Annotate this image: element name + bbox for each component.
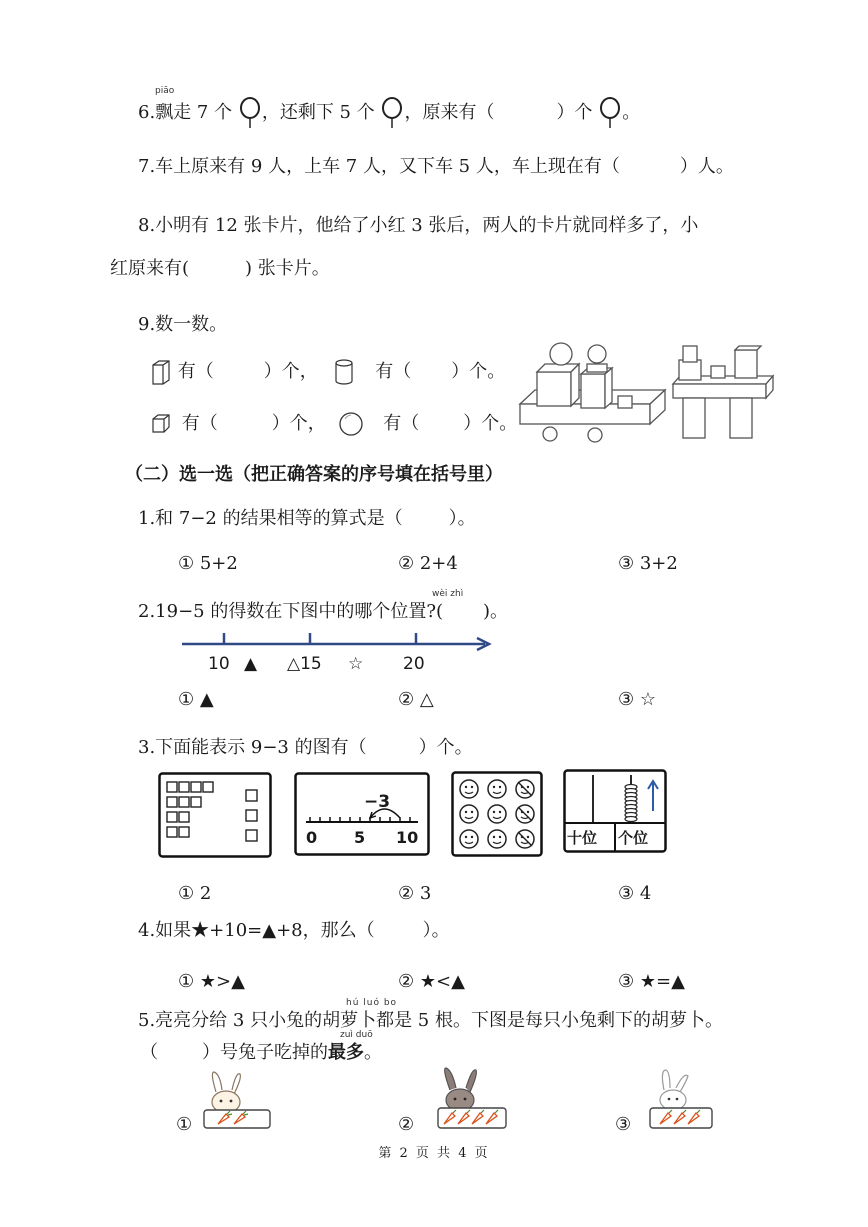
q4-option-3[interactable]: ③ ★=▲ [618,971,685,992]
minus-three-label: −3 [364,792,391,812]
ones-place-label: 个位 [618,829,649,847]
q3-option-1[interactable]: ① 2 [178,883,212,904]
cylinder-icon [333,358,355,386]
q3-option-2[interactable]: ② 3 [398,883,432,904]
number-line-label-15: △15 [287,654,322,674]
question-9-row1: 有（ ）个， 有（ ）个。 [150,358,505,386]
tick-label-10: 10 [396,828,419,847]
rabbit-3-with-carrots [646,1066,716,1132]
tens-place-label: 十位 [567,829,598,847]
pinyin-huluobo: hú luó bo [346,998,398,1008]
question-6: 6.飘走 7 个 ，还剩下 5 个 ，原来有（ ）个 。 [138,97,640,129]
question-9-title: 9.数一数。 [138,314,228,335]
pinyin-zuiduo: zuì duō [340,1030,373,1040]
choice-question-5-line1: 5.亮亮分给 3 只小兔的胡萝卜都是 5 根。下图是每只小兔剩下的胡萝卜。 [138,1010,723,1031]
question-8-line2: 红原来有( ) 张卡片。 [110,258,330,279]
balloon-icon [598,97,622,129]
choice-question-4: 4.如果★+10=▲+8，那么（ ）。 [138,920,450,941]
triangle-filled-mark: ▲ [244,654,258,674]
q5-option-3[interactable]: ③ [615,1114,632,1135]
tick-label-5: 5 [354,828,366,847]
pinyin-piao: piāo [155,86,175,96]
rabbit-1-with-carrots [200,1070,274,1132]
choice-question-3: 3.下面能表示 9−3 的图有（ ）个。 [138,737,473,758]
choice-question-2: 2.19−5 的得数在下图中的哪个位置?( )。 [138,601,509,622]
building-blocks-illustration [515,342,780,444]
question-8-line1: 8.小明有 12 张卡片，他给了小红 3 张后，两人的卡片就同样多了，小 [138,215,699,236]
q3-picture-faces [451,771,543,857]
balloon-icon [380,97,404,129]
q2-option-3[interactable]: ③ ☆ [618,689,656,710]
tick-label-0: 0 [306,828,318,847]
q5-option-1[interactable]: ① [176,1114,193,1135]
q1-option-3[interactable]: ③ 3+2 [618,553,678,574]
q1-option-1[interactable]: ① 5+2 [178,553,238,574]
choice-question-5-line2: （ ）号兔子吃掉的最多。 [140,1042,382,1063]
sphere-icon [337,410,365,438]
page-footer: 第 2 页 共 4 页 [378,1146,490,1161]
number-line-label-20: 20 [403,654,425,674]
q1-option-2[interactable]: ② 2+4 [398,553,458,574]
q2-option-2[interactable]: ② △ [398,689,434,710]
question-7: 7.车上原来有 9 人，上车 7 人，又下车 5 人，车上现在有（ ）人。 [138,156,734,177]
cube-icon [150,412,172,436]
q3-option-3[interactable]: ③ 4 [618,883,652,904]
q4-option-2[interactable]: ② ★<▲ [398,971,465,992]
number-line-label-10: 10 [208,654,230,674]
section-2-heading: （二）选一选（把正确答案的序号填在括号里） [125,464,503,485]
balloon-icon [238,97,262,129]
cuboid-icon [150,358,172,386]
q2-option-1[interactable]: ① ▲ [178,689,214,710]
q4-option-1[interactable]: ① ★>▲ [178,971,245,992]
pinyin-weizhi: wèi zhì [432,589,464,599]
q5-option-2[interactable]: ② [398,1114,415,1135]
rabbit-2-with-carrots [434,1066,510,1132]
question-9-row2: 有（ ）个， 有（ ）个。 [150,410,517,438]
q3-picture-cubes [158,772,272,858]
star-outline-mark: ☆ [348,654,364,674]
choice-question-1: 1.和 7−2 的结果相等的算式是（ ）。 [138,508,476,529]
